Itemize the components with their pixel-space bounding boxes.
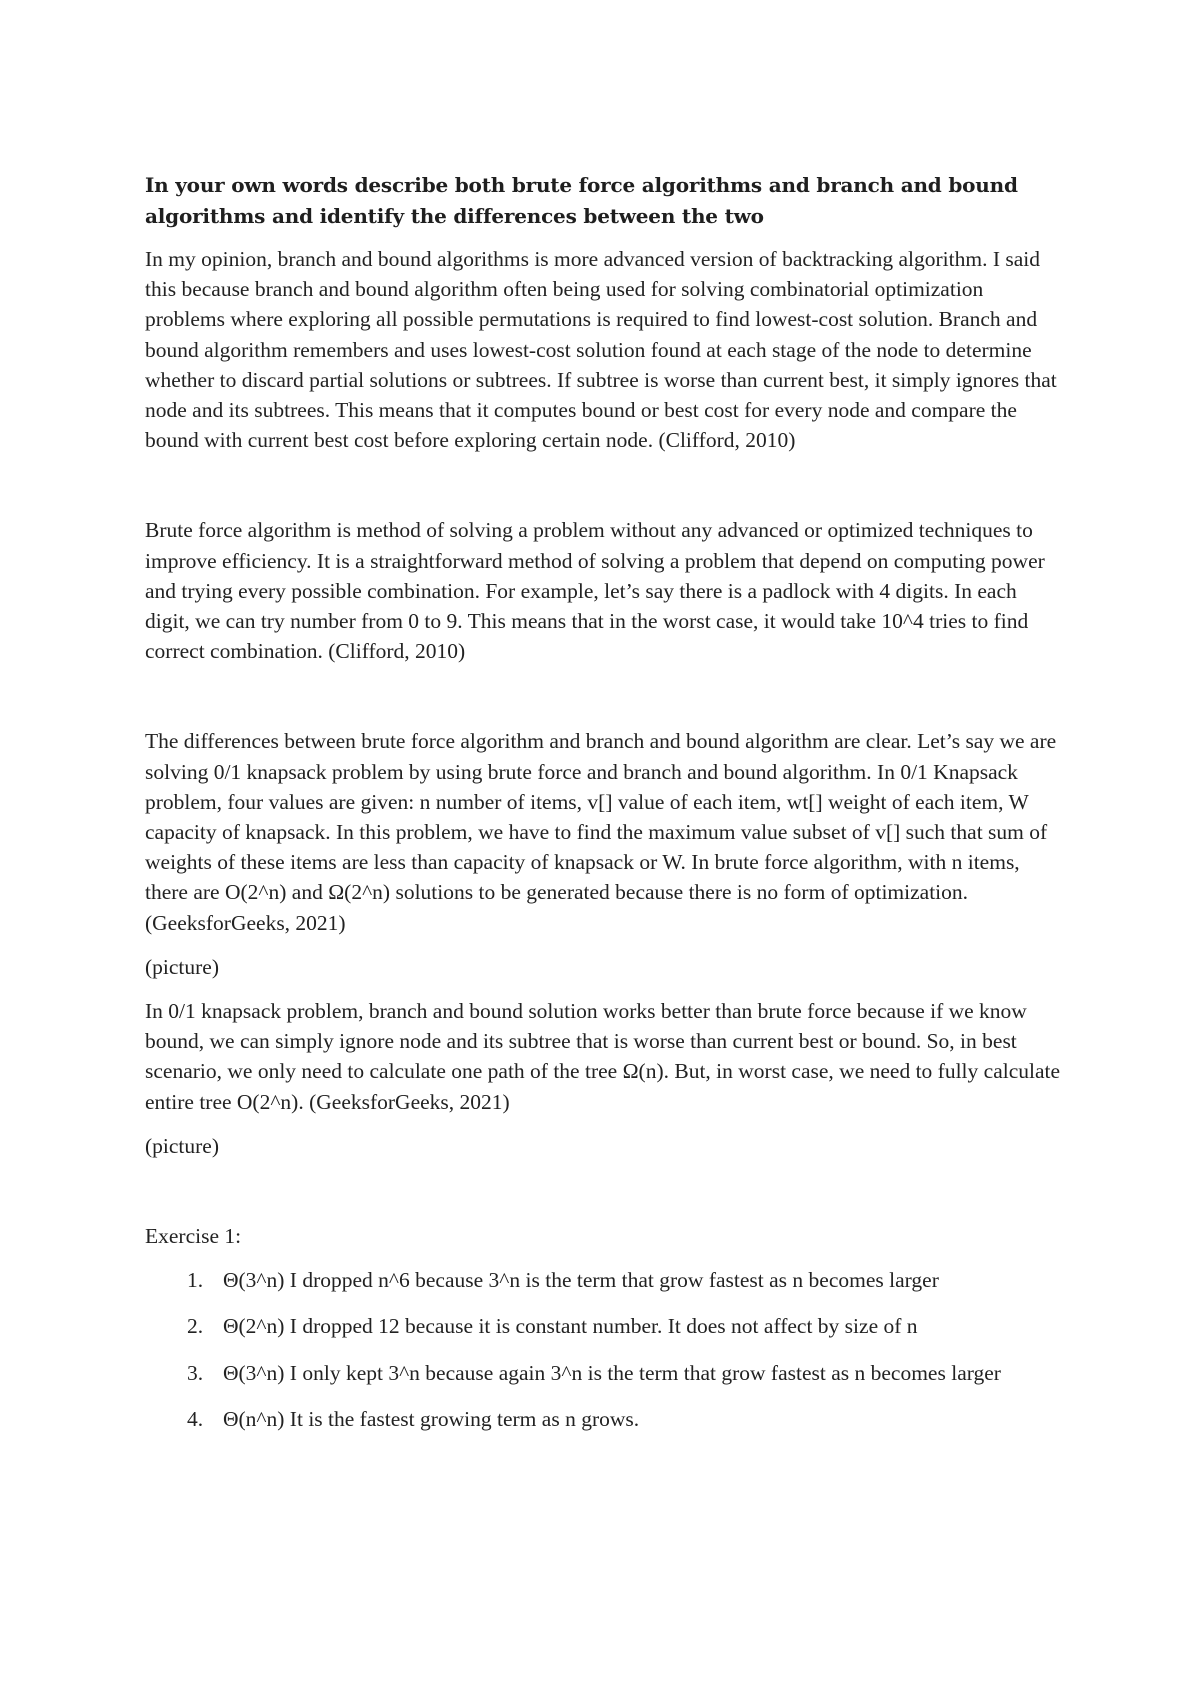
picture-placeholder-1: (picture) <box>145 954 220 979</box>
paragraph-spacer <box>145 666 1065 726</box>
paragraph-spacer <box>145 1117 1065 1131</box>
list-item-text: Θ(3^n) I only kept 3^n because again 3^n is the term that grow fastest as n becomes larger <box>223 1360 1001 1385</box>
paragraph-brute-force: Brute force algorithm is method of solving a problem without any advanced or optimized techniques to improve efficiency. It is a straightforward method of solving a problem that depend on computing power and trying every possible combination. For example, let’s say there is a padlock with 4 digits. In each digit, we can try number from 0 to 9. This means that in the worst case, it would take 10^4 tries to find correct combination. (Clifford, 2010) <box>145 518 1045 664</box>
paragraph-spacer <box>145 938 1065 952</box>
list-item-text: Θ(2^n) I dropped 12 because it is constant number. It does not affect by size of n <box>223 1314 918 1339</box>
paragraph-knapsack-bnb: In 0/1 knapsack problem, branch and bound solution works better than brute force because if we know bound, we can simply ignore node and its subtree that is worse than current best or bound. So, in best scenario, we only need to calculate one path of the tree Ω(n). But, in worst case, we need to fully calculate entire tree O(2^n). (GeeksforGeeks, 2021) <box>145 999 1061 1114</box>
paragraph-spacer <box>145 1251 1065 1265</box>
list-item-number: 4. <box>187 1406 204 1431</box>
list-item-number: 3. <box>187 1360 204 1385</box>
picture-placeholder-2: (picture) <box>145 1133 220 1158</box>
document-heading: In your own words describe both brute force algorithms and branch and bound algorithms and identify the differences between the two <box>145 173 1018 228</box>
paragraph-spacer <box>145 455 1065 515</box>
list-item <box>145 1358 1065 1388</box>
document-body <box>145 170 1065 1450</box>
list-item-text: Θ(3^n) I dropped n^6 because 3^n is the term that grow fastest as n becomes larger <box>223 1268 939 1293</box>
paragraph-differences: The differences between brute force algorithm and branch and bound algorithm are clear. Let’s say we are solving 0/1 knapsack problem by using brute force and branch and bound algorithm. In 0/1 Knapsack problem, four values are given: n number of items, v[] value of each item, wt[] weight of each item, W capacity of knapsack. In this problem, we have to find the maximum value subset of v[] such that sum of weights of these items are less than capacity of knapsack or W. In brute force algorithm, with n items, there are O(2^n) and Ω(2^n) solutions to be generated because there is no form of optimization. (GeeksforGeeks, 2021) <box>145 729 1057 935</box>
list-item <box>145 1311 1065 1341</box>
list-item-text: Θ(n^n) It is the fastest growing term as n grows. <box>223 1406 640 1431</box>
exercise-list <box>145 1265 1065 1434</box>
list-item-number: 2. <box>187 1314 204 1339</box>
paragraph-spacer <box>145 1161 1065 1221</box>
list-item <box>145 1265 1065 1295</box>
list-item-number: 1. <box>187 1268 204 1293</box>
paragraph-branch-and-bound: In my opinion, branch and bound algorithms is more advanced version of backtracking algorithm. I said this because branch and bound algorithm often being used for solving combinatorial optimization problems where exploring all possible permutations is required to find lowest-cost solution. Branch and bound algorithm remembers and uses lowest-cost solution found at each stage of the node to determine whether to discard partial solutions or subtrees. If subtree is worse than current best, it simply ignores that node and its subtrees. This means that it computes bound or best cost for every node and compare the bound with current best cost before exploring certain node. (Clifford, 2010) <box>145 247 1057 453</box>
paragraph-spacer <box>145 982 1065 996</box>
exercise-title: Exercise 1: <box>145 1224 242 1249</box>
list-item <box>145 1404 1065 1434</box>
